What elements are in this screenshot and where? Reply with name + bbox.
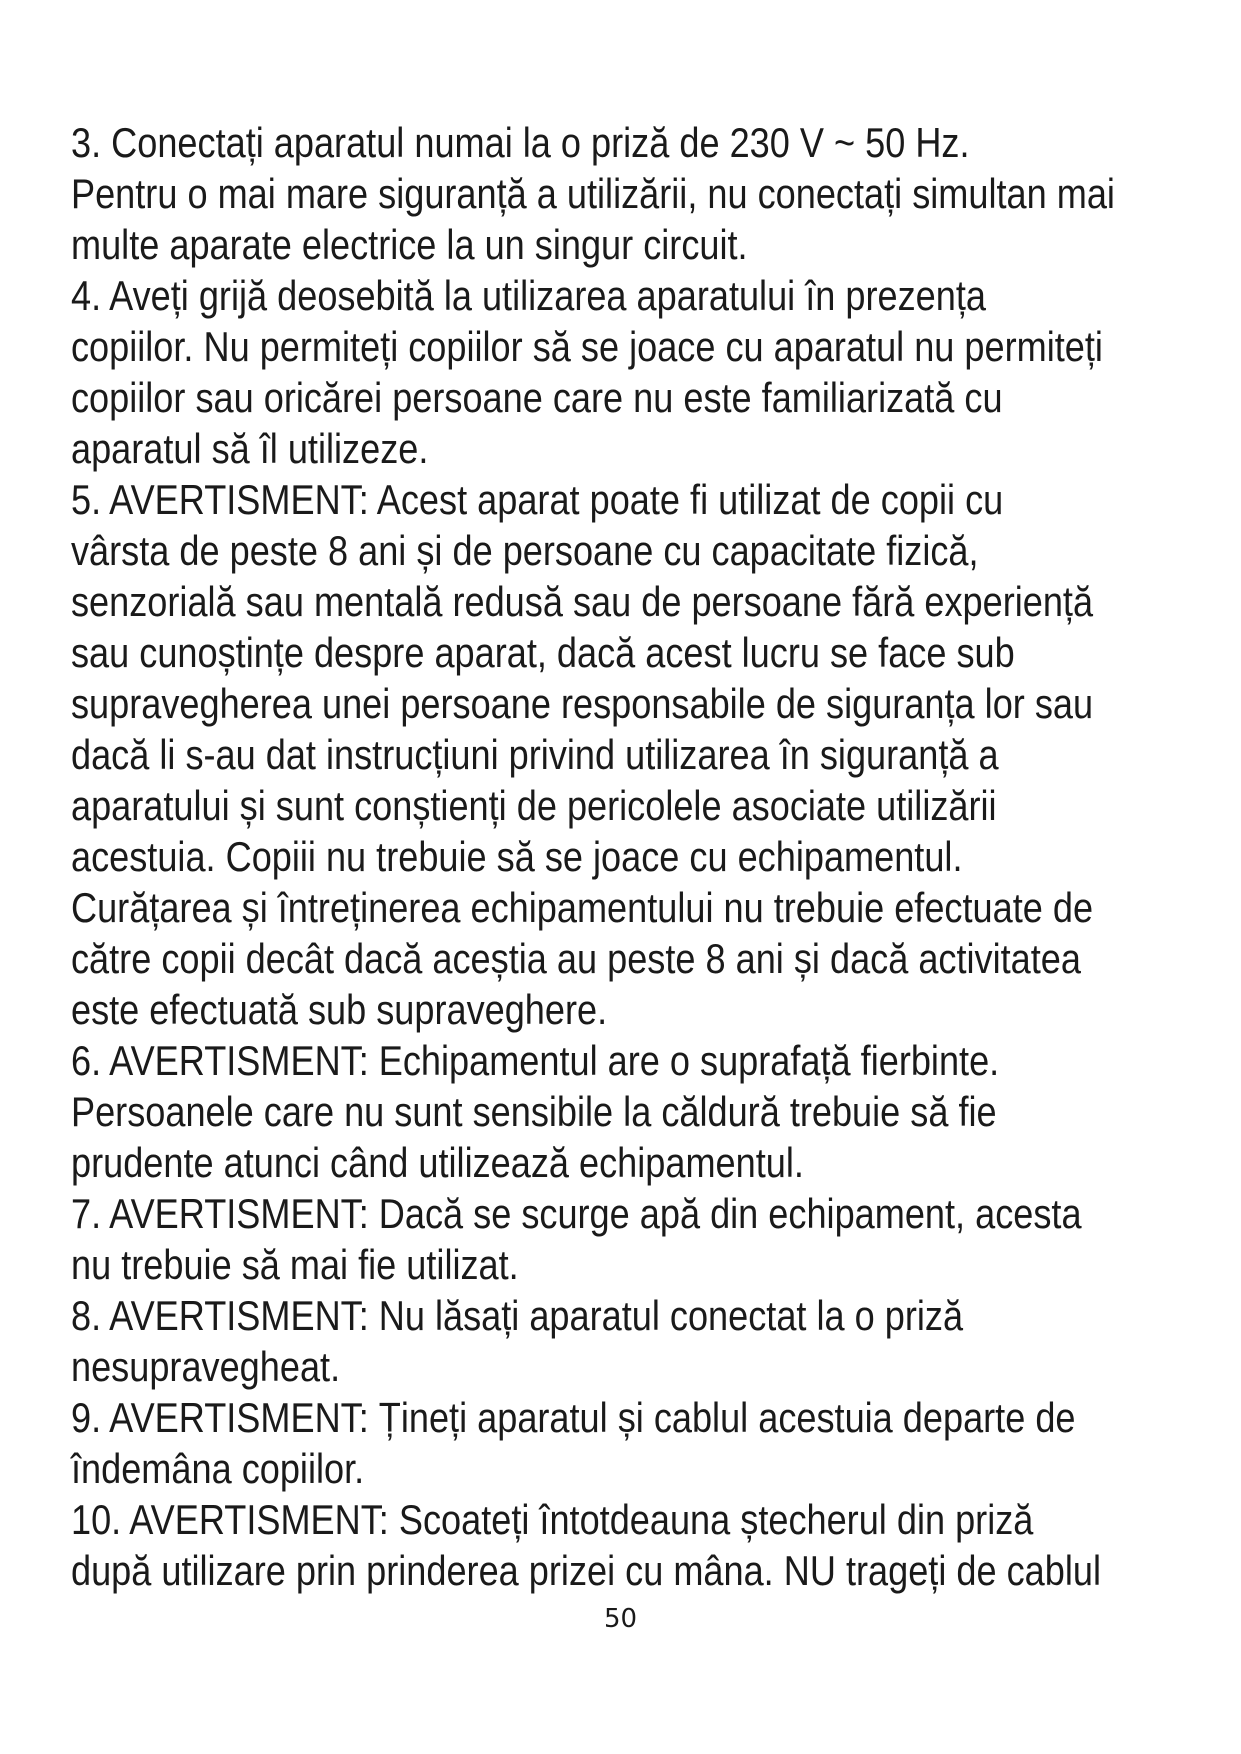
text-line: copiilor. Nu permiteți copiilor să se joace cu aparatul nu permiteți — [71, 323, 1103, 370]
text-line: nu trebuie să mai fie utilizat. — [71, 1241, 519, 1288]
text-line: 3. Conectați aparatul numai la o priză de 230 V ~ 50 Hz. — [71, 119, 970, 166]
text-line: după utilizare prin prinderea prizei cu mâna. NU trageți de cablul — [71, 1547, 1101, 1594]
text-line: Persoanele care nu sunt sensibile la căldură trebuie să fie — [71, 1088, 997, 1135]
text-line: Curățarea și întreținerea echipamentului nu trebuie efectuate de — [71, 884, 1094, 931]
text-line: 5. AVERTISMENT: Acest aparat poate fi utilizat de copii cu — [71, 476, 1004, 523]
text-line: vârsta de peste 8 ani și de persoane cu capacitate fizică, — [71, 527, 979, 574]
text-line: copiilor sau oricărei persoane care nu este familiarizată cu — [71, 374, 1003, 421]
page-number: 50 — [603, 1604, 638, 1634]
text-line: acestuia. Copiii nu trebuie să se joace cu echipamentul. — [71, 833, 963, 880]
text-line: 4. Aveți grijă deosebită la utilizarea aparatului în prezența — [71, 272, 986, 319]
text-line: multe aparate electrice la un singur circuit. — [71, 221, 748, 268]
text-line: 8. AVERTISMENT: Nu lăsați aparatul conectat la o priză — [71, 1292, 964, 1339]
text-line: 9. AVERTISMENT: Țineți aparatul și cablul acestuia departe de — [71, 1394, 1076, 1441]
text-line: sau cunoștințe despre aparat, dacă acest lucru se face sub — [71, 629, 1015, 676]
text-line: supravegherea unei persoane responsabile de siguranța lor sau — [71, 680, 1094, 727]
text-line: prudente atunci când utilizează echipamentul. — [71, 1139, 804, 1186]
text-line: senzorială sau mentală redusă sau de persoane fără experiență — [71, 578, 1094, 625]
text-line: 7. AVERTISMENT: Dacă se scurge apă din echipament, acesta — [71, 1190, 1082, 1237]
text-line: este efectuată sub supraveghere. — [71, 986, 608, 1033]
text-line: 6. AVERTISMENT: Echipamentul are o suprafață fierbinte. — [71, 1037, 1000, 1084]
text-line: îndemâna copiilor. — [71, 1445, 365, 1492]
body-text — [71, 117, 1115, 1596]
text-line: aparatul să îl utilizeze. — [71, 425, 429, 472]
text-line: nesupravegheat. — [71, 1343, 341, 1390]
text-line: către copii decât dacă aceștia au peste 8 ani și dacă activitatea — [71, 935, 1081, 982]
text-line: 10. AVERTISMENT: Scoateți întotdeauna ștecherul din priză — [71, 1496, 1034, 1543]
text-line: aparatului și sunt conștienți de pericolele asociate utilizării — [71, 782, 997, 829]
text-line: dacă li s-au dat instrucțiuni privind utilizarea în siguranță a — [71, 731, 999, 778]
text-line: Pentru o mai mare siguranță a utilizării, nu conectați simultan mai — [71, 170, 1115, 217]
